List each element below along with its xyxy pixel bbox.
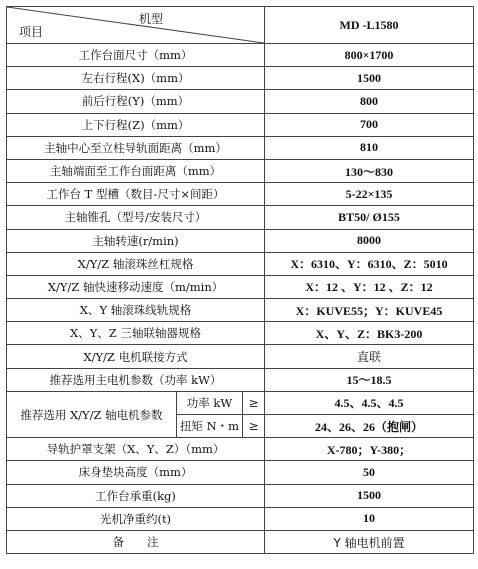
spec-value: 130～830	[265, 159, 474, 182]
motor-param-symbol: ≥	[243, 415, 265, 438]
spec-label: 备 注	[7, 530, 265, 553]
spec-label: 工作台承重(kg)	[7, 484, 265, 507]
table-row	[7, 530, 474, 553]
spec-value: 800×1700	[265, 44, 474, 67]
spec-label: 上下行程(Z)（mm）	[7, 113, 265, 136]
spec-value: 15～18.5	[265, 368, 474, 391]
spec-value: 1500	[265, 484, 474, 507]
table-row	[7, 67, 474, 90]
spec-value: X：KUVE55；Y：KUVE45	[265, 299, 474, 322]
motor-param-symbol: ≥	[243, 391, 265, 414]
table-row	[7, 159, 474, 182]
motor-param-unit: 扭矩 N・m	[177, 415, 243, 438]
spec-label: 工作台面尺寸（mm）	[7, 44, 265, 67]
spec-label: 导轨护罩支架（X、Y、Z）（mm）	[7, 438, 265, 461]
table-row	[7, 299, 474, 322]
spec-value: 1500	[265, 67, 474, 90]
header-corner-cell	[7, 7, 265, 44]
spec-label: 推荐选用主电机参数（功率 kW）	[7, 368, 265, 391]
spec-value: 700	[265, 113, 474, 136]
spec-label: 推荐选用 X/Y/Z 轴电机参数	[7, 391, 177, 437]
spec-label: 光机净重约(t)	[7, 507, 265, 530]
table-row	[7, 44, 474, 67]
spec-table	[6, 6, 474, 554]
spec-value: 800	[265, 90, 474, 113]
spec-label: 床身垫块高度（mm）	[7, 461, 265, 484]
spec-label: X、Y 轴滚珠线轨规格	[7, 299, 265, 322]
spec-label: 主轴锥孔（型号/安装尺寸）	[7, 206, 265, 229]
spec-value: X：12 、Y：12 、Z：12	[265, 275, 474, 298]
spec-label: X/Y/Z 轴滚珠丝杠规格	[7, 252, 265, 275]
table-row	[7, 368, 474, 391]
item-label: 项目	[19, 25, 44, 39]
spec-value: 5-22×135	[265, 183, 474, 206]
spec-value: X、Y、Z：BK3-200	[265, 322, 474, 345]
spec-value: 810	[265, 136, 474, 159]
table-row	[7, 206, 474, 229]
table-row	[7, 113, 474, 136]
spec-label: X、Y、Z 三轴联轴器规格	[7, 322, 265, 345]
table-row	[7, 461, 474, 484]
table-row	[7, 136, 474, 159]
spec-value: BT50/ Ø155	[265, 206, 474, 229]
model-label: 机型	[139, 12, 164, 26]
table-row	[7, 252, 474, 275]
header-row	[7, 7, 474, 44]
table-row	[7, 90, 474, 113]
table-row	[7, 183, 474, 206]
table-row	[7, 484, 474, 507]
spec-label: 主轴中心至立柱导轨面距离（mm）	[7, 136, 265, 159]
table-row	[7, 322, 474, 345]
spec-value: X-780；Y-380；	[265, 438, 474, 461]
spec-value: 8000	[265, 229, 474, 252]
spec-label: X/Y/Z 轴快速移动速度（m/min）	[7, 275, 265, 298]
spec-label: 工作台 T 型槽（数目-尺寸×间距）	[7, 183, 265, 206]
diagonal-divider	[7, 7, 264, 43]
spec-value: Y 轴电机前置	[265, 530, 474, 553]
motor-param-unit: 功率 kW	[177, 391, 243, 414]
table-row	[7, 507, 474, 530]
table-row	[7, 438, 474, 461]
spec-label: X/Y/Z 电机联接方式	[7, 345, 265, 368]
spec-label: 主轴端面至工作台面距离（mm）	[7, 159, 265, 182]
table-row	[7, 229, 474, 252]
spec-label: 主轴转速(r/min)	[7, 229, 265, 252]
spec-value: X：6310、Y：6310、Z：5010	[265, 252, 474, 275]
table-row	[7, 391, 474, 414]
spec-value: 4.5、4.5、4.5	[265, 391, 474, 414]
table-row	[7, 345, 474, 368]
spec-value: 50	[265, 461, 474, 484]
spec-value: 24、26、26（抱闸）	[265, 415, 474, 438]
model-value: MD -L1580	[265, 7, 474, 44]
spec-value: 10	[265, 507, 474, 530]
spec-label: 前后行程(Y)（mm）	[7, 90, 265, 113]
spec-value: 直联	[265, 345, 474, 368]
table-row	[7, 275, 474, 298]
spec-label: 左右行程(X)（mm）	[7, 67, 265, 90]
